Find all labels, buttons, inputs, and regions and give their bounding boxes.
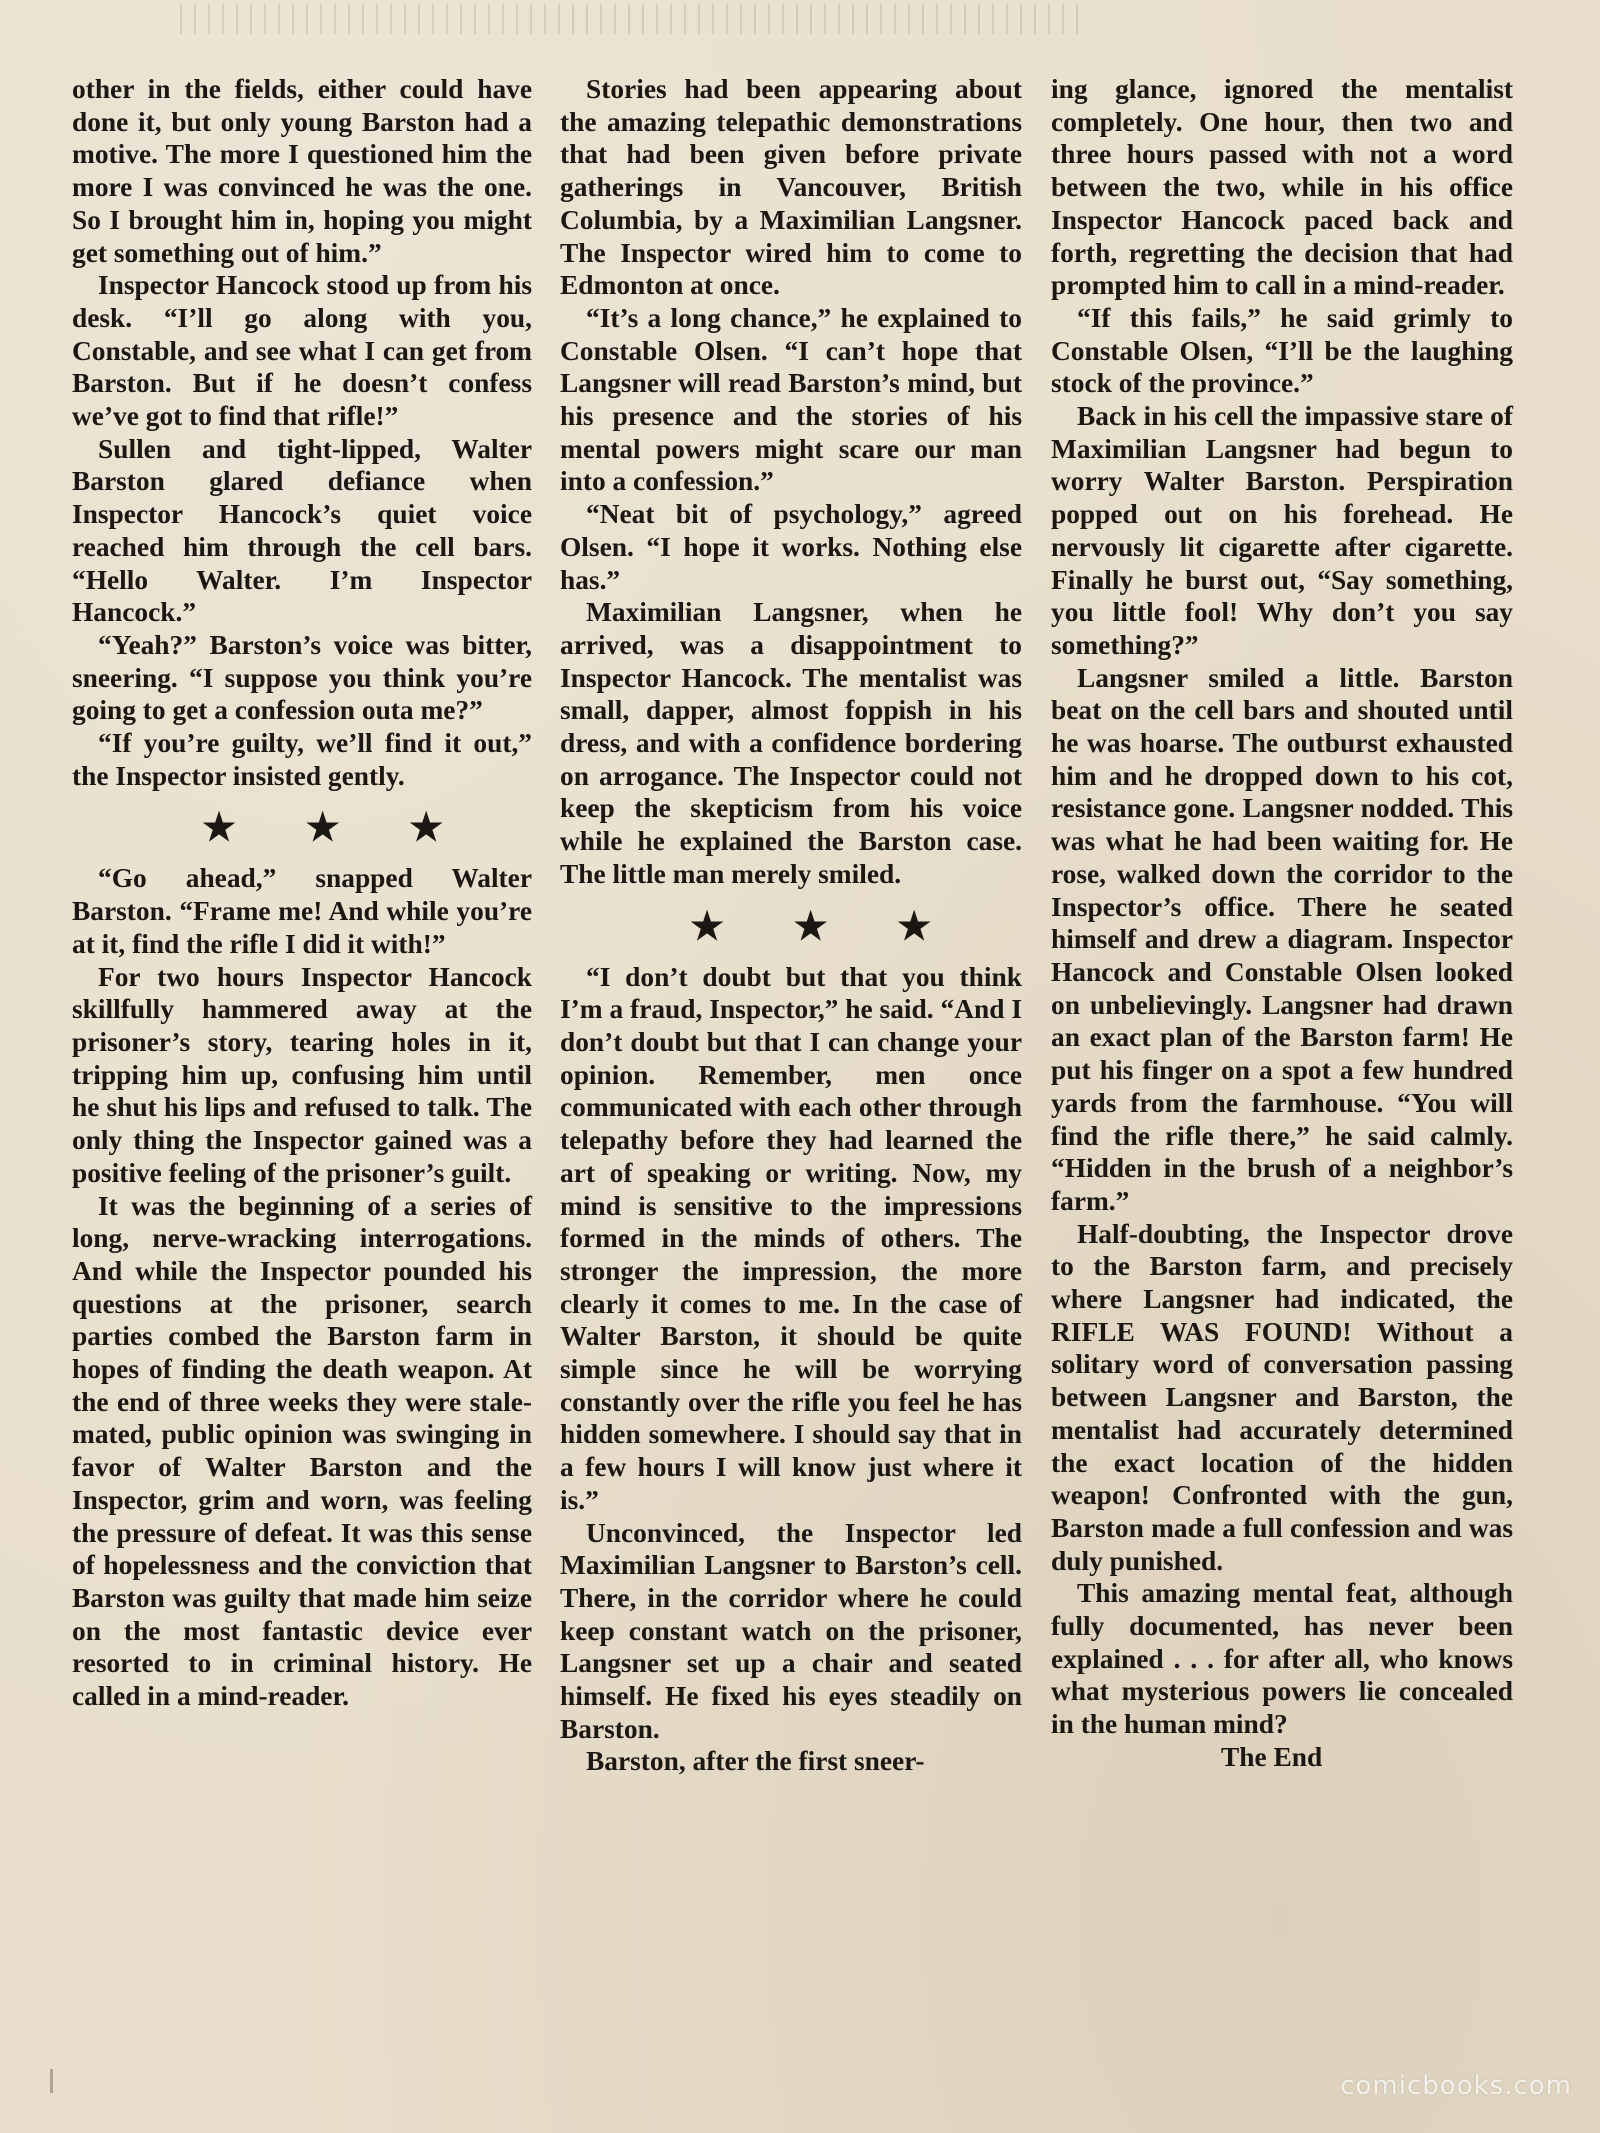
paragraph: Inspector Hancock stood up from his desk. “I’ll go along with you, Constable, and see what I can get from Barston. But if he doesn’t confess we’ve got to find that rifle!” — [72, 270, 532, 432]
top-margin-smudge — [180, 4, 1080, 34]
paragraph: “Neat bit of psychology,” agreed Olsen. “I hope it works. Nothing else has.” — [560, 499, 1022, 595]
text-column-middle — [560, 73, 1022, 1778]
paragraph: Barston, after the first sneer- — [586, 1746, 925, 1777]
paragraph: Half-doubting, the Inspector drove to the Barston farm, and precisely where Langsner had indicated, the RIFLE WAS FOUND! Without a solitary word of conversation passing between Langsner and Barston, the mentalist had accurately determined the exact location of the hidden weapon! Confronted with the gun, Barston made a full confession and was duly punished. — [1051, 1218, 1513, 1576]
paragraph: For two hours Inspector Hancock skillfully hammered away at the prisoner’s story, tearing holes in it, tripping him up, confusing him until he shut his lips and refused to talk. The only thing the Inspector gained was a positive feeling of the prisoner’s guilt. — [72, 961, 532, 1188]
paragraph: It was the beginning of a series of long, nerve-wracking interrogations. And while the Inspector pounded his questions at the prisoner, search parties combed the Barston farm in hopes of finding the death weapon. At the end of three weeks they were stale-mated, public opinion was swinging in favor of Walter Barston and the Inspector, grim and worn, was feeling the pressure of defeat. It was this sense of hopelessness and the conviction that Barston was guilty that made him seize on the most fantastic device ever resorted to in criminal history. He called in a mind-reader. — [72, 1190, 532, 1712]
paragraph: Langsner smiled a little. Barston beat on the cell bars and shouted until he was hoarse. The outburst exhausted him and he dropped down to his cot, resistance gone. Langsner nodded. This was what he had been waiting for. He rose, walked down the corridor to the Inspector’s office. There he seated himself and drew a diagram. Inspector Hancock and Constable Olsen looked on unbelievingly. Langsner had drawn an exact plan of the Barston farm! He put his finger on a spot a few hundred yards from the farmhouse. “You will find the rifle there,” he said calmly. “Hidden in the brush of a neighbor’s farm.” — [1051, 662, 1513, 1216]
paragraph: “If you’re guilty, we’ll find it out,” the Inspector insisted gently. — [72, 728, 532, 791]
paragraph: Maximilian Langsner, when he arrived, was a disappointment to Inspector Hancock. The mentalist was small, dapper, almost foppish in his dress, and with a confidence bordering on arrogance. The Inspector could not keep the skepticism from his voice while he explained the Barston case. The little man merely smiled. — [560, 597, 1022, 889]
paragraph: This amazing mental feat, although fully documented, has never been explained . . . for after all, who knows what mysterious powers lie concealed in the human mind? — [1051, 1578, 1513, 1740]
section-divider-stars: ★ ★ ★ — [202, 807, 474, 850]
paragraph: Back in his cell the impassive stare of Maximilian Langsner had begun to worry Walter Barston. Perspiration popped out on his forehead. He nervously lit cigarette after cigarette. Finally he burst out, “Say something, you little fool! Why don’t you say something?” — [1051, 401, 1513, 660]
paragraph: “Yeah?” Barston’s voice was bitter, sneering. “I suppose you think you’re going to get a confession outa me?” — [72, 629, 532, 726]
paragraph: “Go ahead,” snapped Walter Barston. “Frame me! And while you’re at it, find the rifle I did it with!” — [72, 863, 532, 959]
story-end-label: The End — [1221, 1741, 1323, 1772]
margin-mark — [50, 2069, 53, 2093]
paragraph: other in the fields, either could have done it, but only young Barston had a motive. The more I questioned him the more I was convinced he was the one. So I brought him in, hoping you might get something out of him.” — [72, 74, 532, 268]
paragraph: “I don’t doubt but that you think I’m a fraud, Inspector,” he said. “And I don’t doubt but that I can change your opinion. Remember, men once communicated with each other through telepathy before they had learned the art of speaking or writing. Now, my mind is sensitive to the impressions formed in the minds of others. The stronger the impression, the more clearly it comes to me. In the case of Walter Barston, it should be quite simple since he will be worrying constantly over the rifle you feel he has hidden somewhere. I should say that in a few hours I will know just where it is.” — [560, 961, 1022, 1515]
text-column-left — [72, 73, 532, 1713]
paragraph: “If this fails,” he said grimly to Constable Olsen, “I’ll be the laughing stock of the province.” — [1051, 302, 1513, 399]
paragraph: ing glance, ignored the mentalist completely. One hour, then two and three hours passed with not a word between the two, while in his office Inspector Hancock paced back and forth, regretting the decision that had prompted him to call in a mind-reader. — [1051, 74, 1513, 301]
section-divider-stars: ★ ★ ★ — [690, 905, 962, 948]
paragraph: Stories had been appearing about the amazing telepathic demonstrations that had been given before private gatherings in Vancouver, British Columbia, by a Maximilian Langsner. The Inspector wired him to come to Edmonton at once. — [560, 74, 1022, 301]
paragraph: “It’s a long chance,” he explained to Constable Olsen. “I can’t hope that Langsner will read Barston’s mind, but his presence and the stories of his mental powers might scare our man into a confession.” — [560, 302, 1022, 497]
paragraph: Sullen and tight-lipped, Walter Barston glared defiance when Inspector Hancock’s quiet voice reached him through the cell bars. “Hello Walter. I’m Inspector Hancock.” — [72, 433, 532, 628]
watermark: comicbooks.com — [1340, 2071, 1572, 2101]
paragraph: Unconvinced, the Inspector led Maximilian Langsner to Barston’s cell. There, in the corridor where he could keep constant watch on the prisoner, Langsner set up a chair and seated himself. He fixed his eyes steadily on Barston. — [560, 1517, 1022, 1744]
text-column-right — [1051, 73, 1513, 1774]
